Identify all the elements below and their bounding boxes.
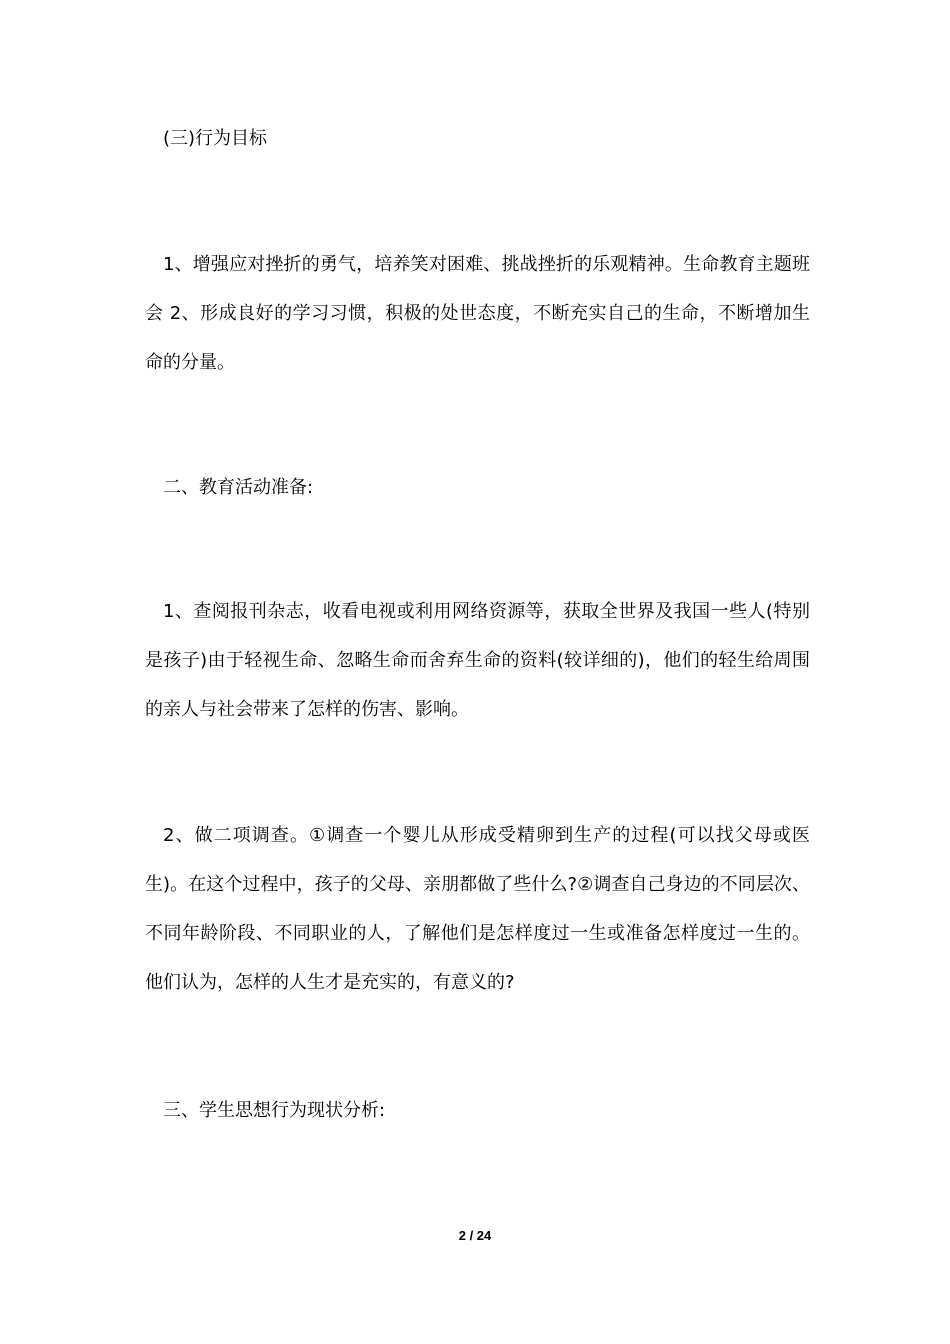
section-heading-preparation: 二、教育活动准备: — [163, 477, 314, 498]
paragraph-goal-1: 1、增强应对挫折的勇气，培养笑对困难、挑战挫折的乐观精神。生命教育主题班会 2、形成良好的学习习惯，积极的处世态度，不断充实自己的生命，不断增加生命的分量。 — [145, 254, 810, 373]
paragraph-preparation-1: 1、查阅报刊杂志，收看电视或利用网络资源等，获取全世界及我国一些人(特别是孩子)由于轻视生命、忽略生命而舍弃生命的资料(较详细的)，他们的轻生给周围的亲人与社会带来了怎样的伤害、影响。 — [145, 601, 810, 720]
page-number: 2 / 24 — [458, 1228, 492, 1243]
paragraph-preparation-2: 2、做二项调查。①调查一个婴儿从形成受精卵到生产的过程(可以找父母或医生)。在这个过程中，孩子的父母、亲朋都做了些什么?②调查自己身边的不同层次、不同年龄阶段、不同职业的人，了解他们是怎样度过一生或准备怎样度过一生的。他们认为，怎样的人生才是充实的，有意义的? — [145, 825, 810, 993]
section-heading-analysis: 三、学生思想行为现状分析: — [163, 1100, 386, 1121]
section-heading-behavior-goal: (三)行为目标 — [163, 128, 268, 149]
